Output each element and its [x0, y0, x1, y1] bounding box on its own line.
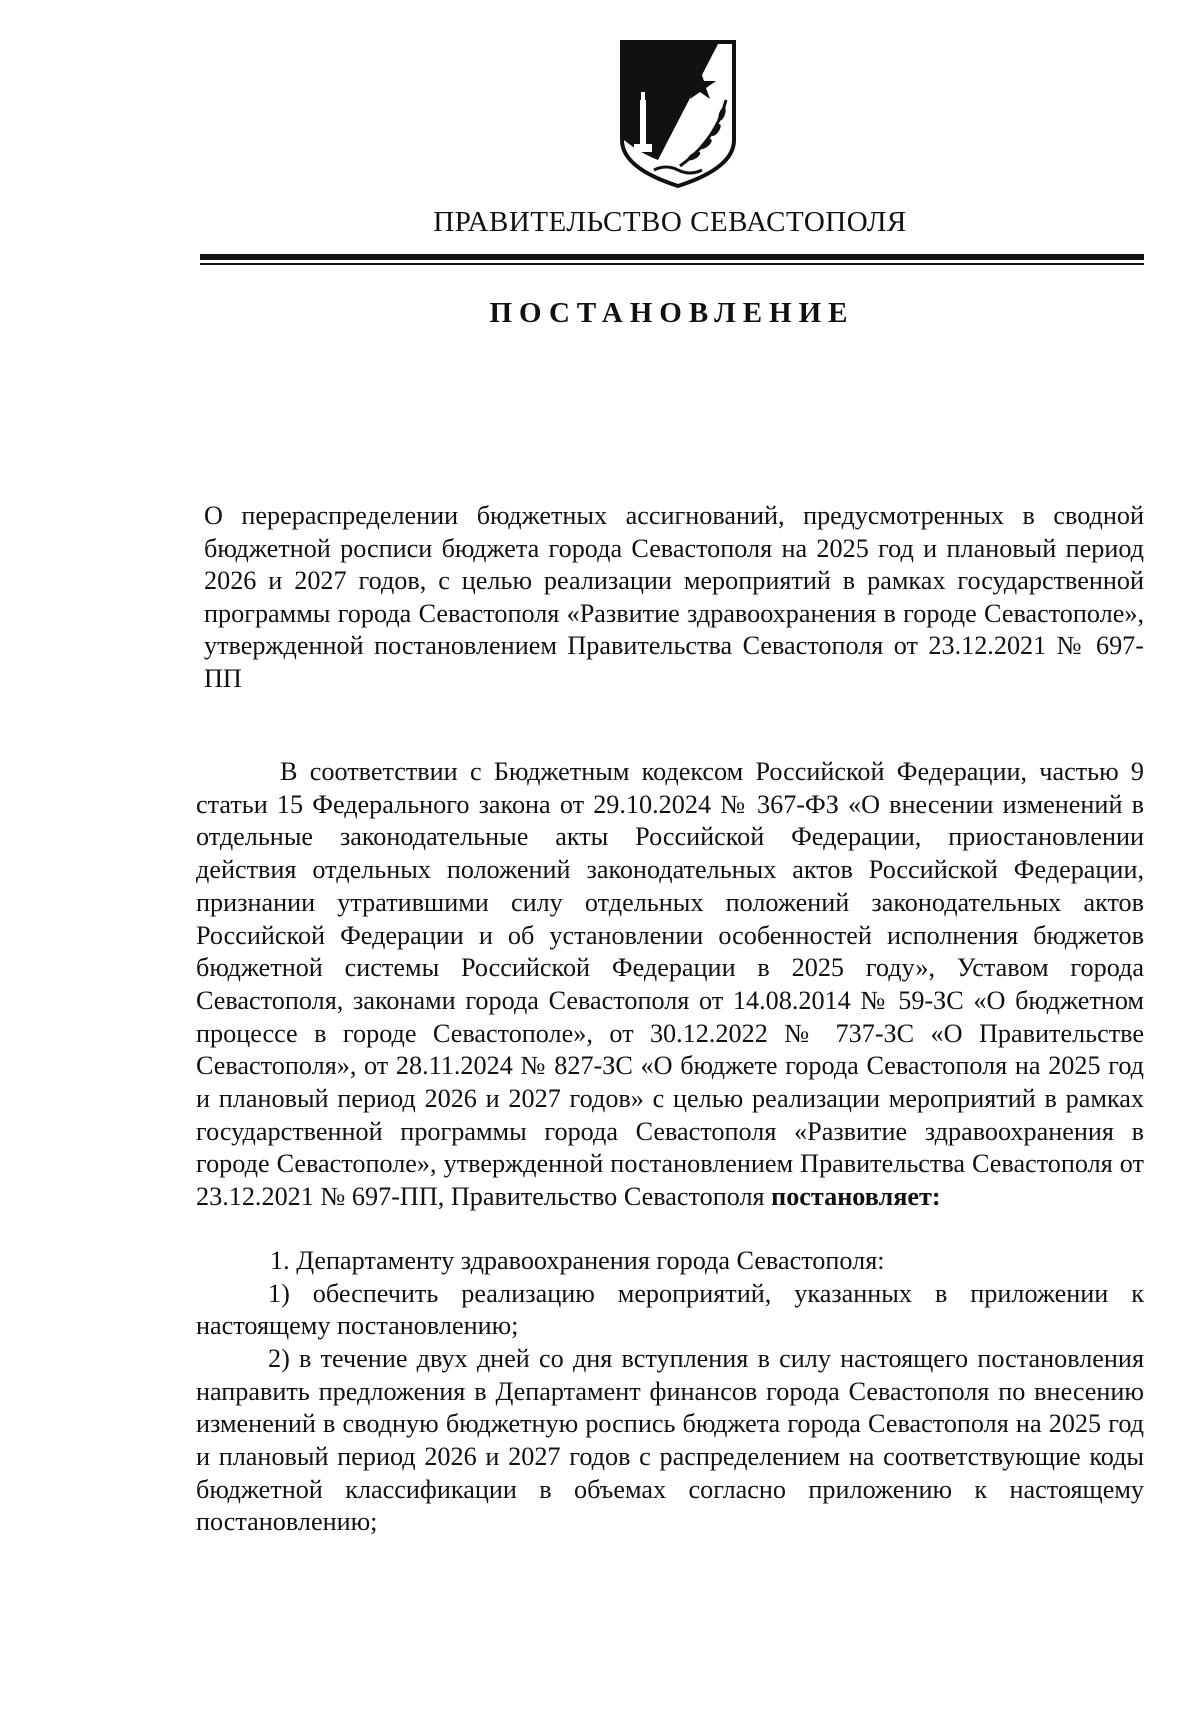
document-subject: О перераспределении бюджетных ассигнований, предусмотренных в сводной бюджетной росписи бюджета города Севастополя на 2025 год и плановый период 2026 и 2027 годов, с целью реализации мероприятий в рамках государственной программы города Севастополя «Развитие здравоохранения в городе Севастополе», утвержденной постановлением Правительства Севастополя от 23.12.2021 № 697-ПП [204, 501, 1144, 693]
header-rule-thick [200, 254, 1144, 260]
decree-word: постановляет: [771, 1182, 941, 1212]
item-1-subitem-1: 1) обеспечить реализацию мероприятий, указанных в приложении к настоящему постановлению; [196, 1278, 1144, 1341]
document-type: ПОСТАНОВЛЕНИЕ [489, 297, 855, 329]
item-1-subitem-2: 2) в течение двух дней со дня вступления в силу настоящего постановления направить предложения в Департамент финансов города Севастополя по внесению изменений в сводную бюджетную роспись бюджета города Севастополя на 2025 год и плановый период 2026 и 2027 годов с распределением на соответствующие коды бюджетной классификации в объемах согласно приложению к настоящему постановлению; [196, 1343, 1144, 1537]
document-body [196, 756, 1144, 1539]
sevastopol-coat-of-arms-icon [618, 40, 738, 190]
header-rule-thin [200, 263, 1144, 265]
preamble-text: В соответствии с Бюджетным кодексом Российской Федерации, частью 9 статьи 15 Федерального закона от 29.10.2024 № 367-ФЗ «О внесении изменений в отдельные законодательные акты Российской Федерации, приостановлении действия отдельных положений законодательных актов Российской Федерации, признании утратившими силу отдельных положений законодательных актов Российской Федерации и об установлении особенностей исполнения бюджетов бюджетной системы Российской Федерации в 2025 году», Уставом города Севастополя, законами города Севастополя от 14.08.2014 № 59-ЗС «О бюджетном процессе в городе Севастополе», от 30.12.2022 № 737-ЗС «О Правительстве Севастополя», от 28.11.2024 № 827-ЗС «О бюджете города Севастополя на 2025 год и плановый период 2026 и 2027 годов» с целью реализации мероприятий в рамках государственной программы города Севастополя «Развитие здравоохранения в городе Севастополе», утвержденной постановлением Правительства Севастополя от 23.12.2021 № 697-ПП, Правительство Севастополя [196, 757, 1144, 1212]
preamble-paragraph [196, 756, 1144, 1214]
item-1: 1. Департаменту здравоохранения города Севастополя: [270, 1245, 885, 1275]
organization-title: ПРАВИТЕЛЬСТВО СЕВАСТОПОЛЯ [433, 206, 907, 238]
